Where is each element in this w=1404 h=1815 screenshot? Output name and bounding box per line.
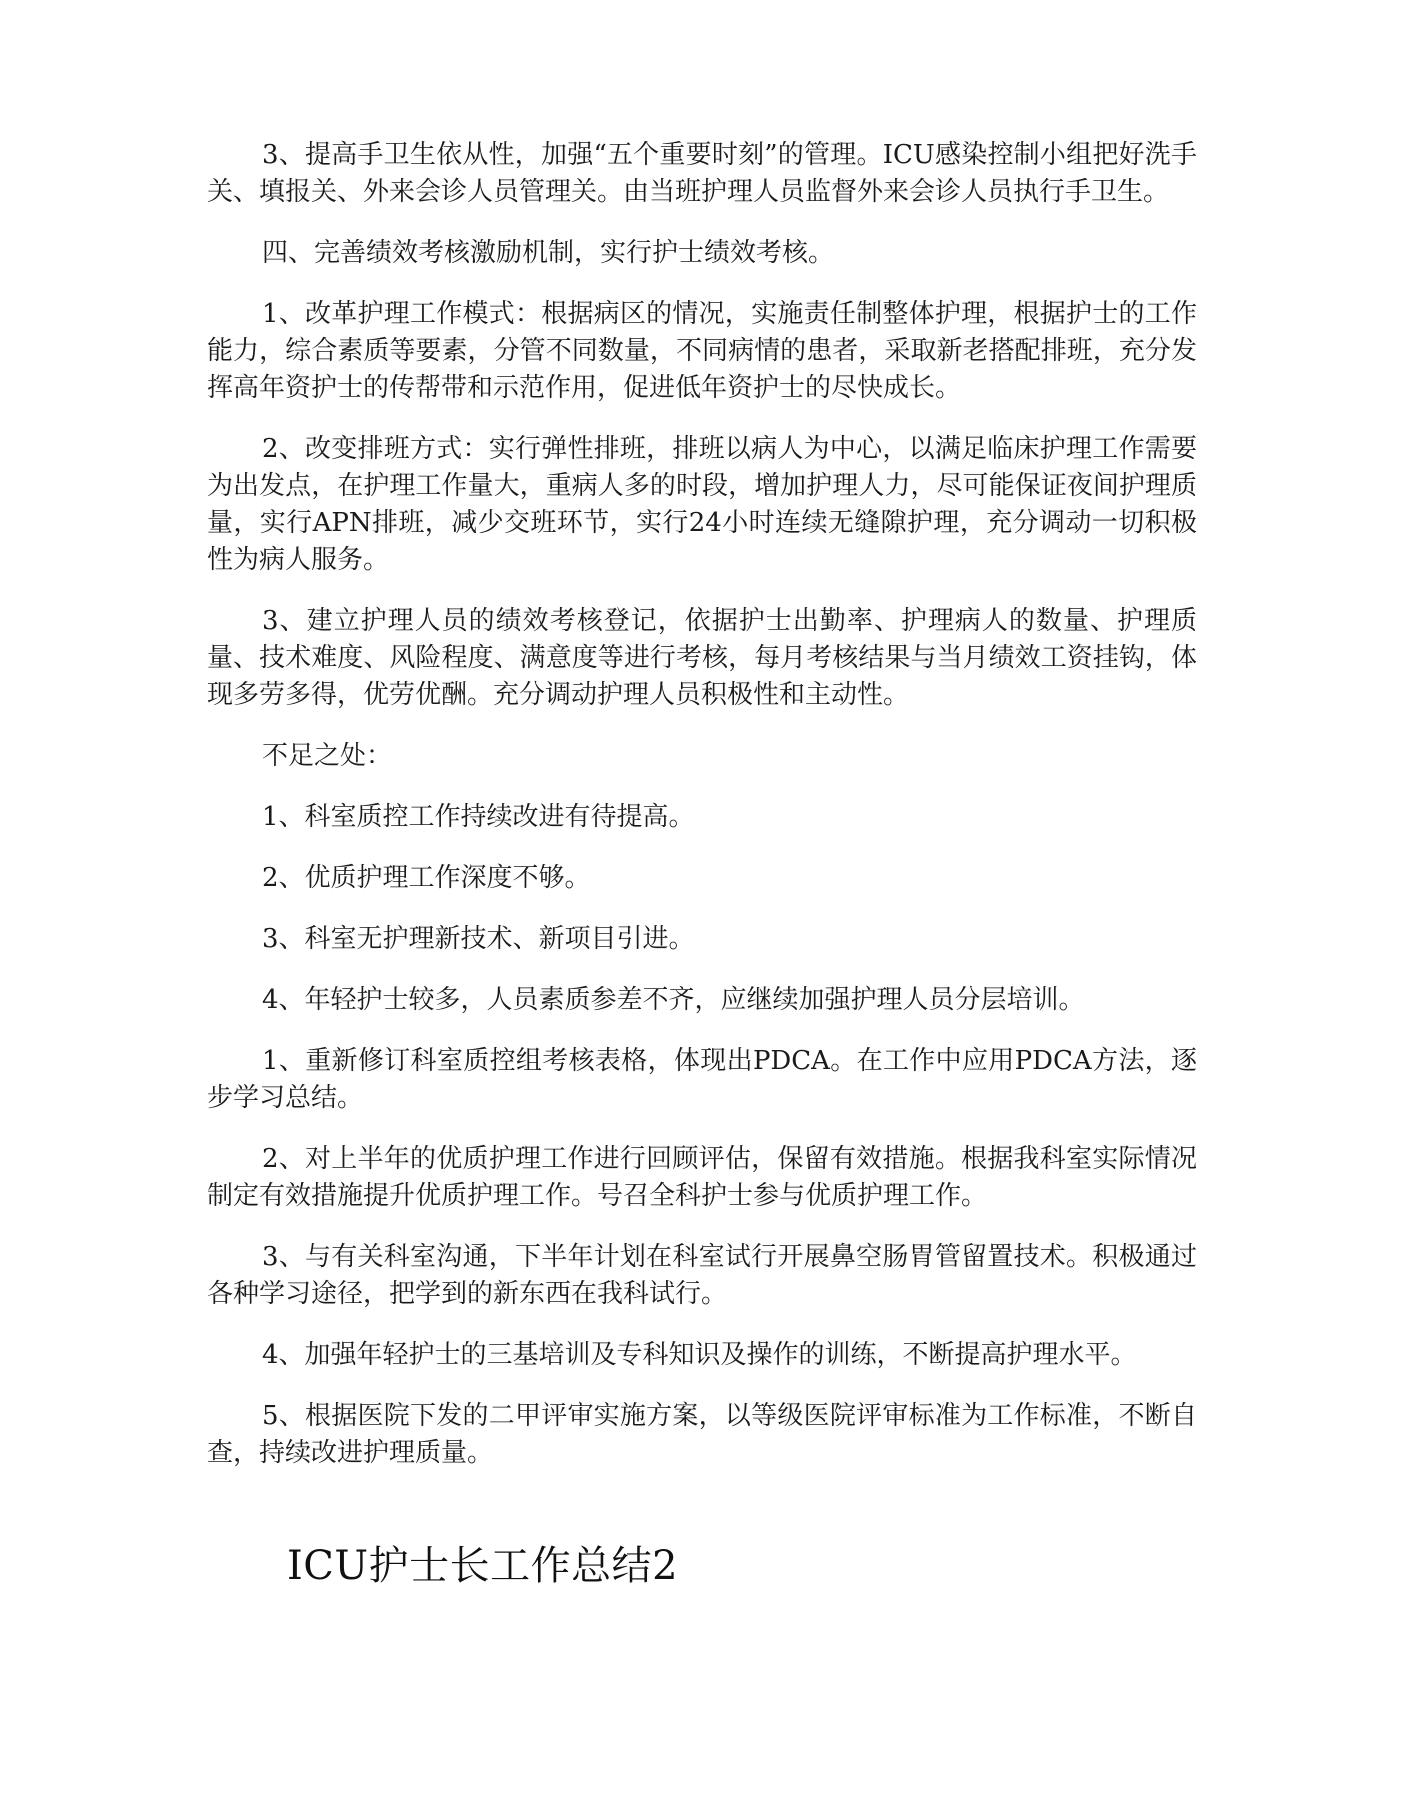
paragraph-plan-3: 3、与有关科室沟通，下半年计划在科室试行开展鼻空肠胃管留置技术。积极通过各种学习途径，把学到的新东西在我科试行。 <box>207 1242 1197 1309</box>
paragraph-shortcoming-2: 2、优质护理工作深度不够。 <box>262 863 591 893</box>
document-body <box>207 137 1197 1496</box>
section-heading: ICU护士长工作总结2 <box>287 1543 679 1589</box>
paragraph-shortcoming-3: 3、科室无护理新技术、新项目引进。 <box>262 924 695 954</box>
paragraph-hand-hygiene: 3、提高手卫生依从性，加强“五个重要时刻”的管理。ICU感染控制小组把好洗手关、填报关、外来会诊人员管理关。由当班护理人员监督外来会诊人员执行手卫生。 <box>207 140 1197 207</box>
paragraph-plan-1: 1、重新修订科室质控组考核表格，体现出PDCA。在工作中应用PDCA方法，逐步学习总结。 <box>207 1046 1197 1113</box>
paragraph-plan-5: 5、根据医院下发的二甲评审实施方案，以等级医院评审标准为工作标准，不断自查，持续改进护理质量。 <box>207 1401 1197 1468</box>
paragraph-shortcoming-4: 4、年轻护士较多，人员素质参差不齐，应继续加强护理人员分层培训。 <box>262 985 1085 1015</box>
paragraph-performance-registration: 3、建立护理人员的绩效考核登记，依据护士出勤率、护理病人的数量、护理质量、技术难度、风险程度、满意度等进行考核，每月考核结果与当月绩效工资挂钩，体现多劳多得，优劳优酬。充分调动护理人员积极性和主动性。 <box>207 606 1197 710</box>
paragraph-nursing-model-reform: 1、改革护理工作模式：根据病区的情况，实施责任制整体护理，根据护士的工作能力，综合素质等要素，分管不同数量，不同病情的患者，采取新老搭配排班，充分发挥高年资护士的传帮带和示范作用，促进低年资护士的尽快成长。 <box>207 299 1197 403</box>
paragraph-plan-2: 2、对上半年的优质护理工作进行回顾评估，保留有效措施。根据我科室实际情况制定有效措施提升优质护理工作。号召全科护士参与优质护理工作。 <box>207 1144 1197 1211</box>
paragraph-shortcoming-1: 1、科室质控工作持续改进有待提高。 <box>262 802 695 832</box>
paragraph-shortcomings-title: 不足之处： <box>262 741 393 771</box>
paragraph-section-four-title: 四、完善绩效考核激励机制，实行护士绩效考核。 <box>262 238 835 268</box>
paragraph-plan-4: 4、加强年轻护士的三基培训及专科知识及操作的训练，不断提高护理水平。 <box>262 1340 1137 1370</box>
paragraph-scheduling-change: 2、改变排班方式：实行弹性排班，排班以病人为中心，以满足临床护理工作需要为出发点，在护理工作量大，重病人多的时段，增加护理人力，尽可能保证夜间护理质量，实行APN排班，减少交班环节，实行24小时连续无缝隙护理，充分调动一切积极性为病人服务。 <box>207 434 1197 575</box>
